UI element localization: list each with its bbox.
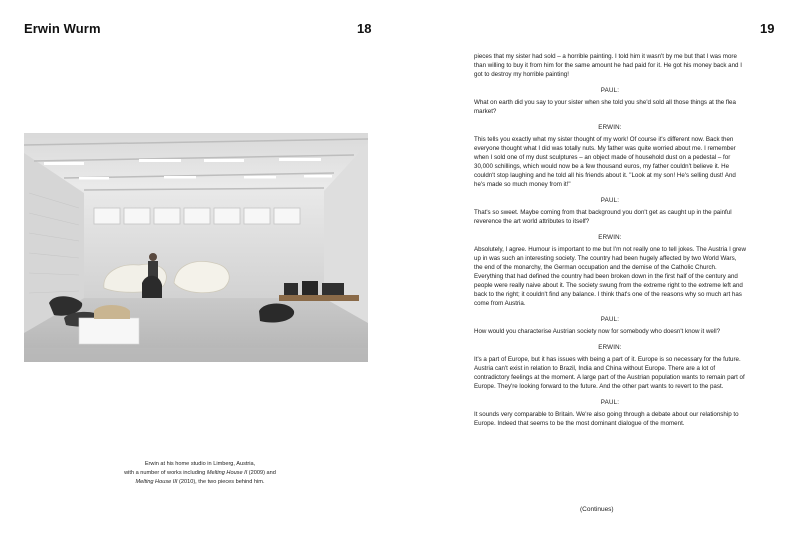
interview-paragraph: It's a part of Europe, but it has issues with being a part of it. Europe is so necessary for the future. Austria can't exist in relation to Brazil, India and China without Europe. There are a lot of contradictory feelings at the moment. A large part of the Austrian population wants to remain part of Europe. They're looking forward to the future. And the other part wants to revert to the past.	[474, 356, 745, 390]
speaker-label: PAUL:	[600, 399, 620, 406]
interview-paragraph: Absolutely, I agree. Humour is important to me but I'm not really one to tell jokes. The Austria I grew up in was such an interesting society. The country had been hugely affected by two World Wars, the end of the monarchy, the German occupation and the demise of the Catholic Church. Everything that had defined the country had been broken down in the first half of the century and people were really naive about it. The society swung from the extreme right to the extreme left and back to the right; it couldn't find any balance. I think that's one of the reasons why so much art has come from Austria.	[474, 246, 746, 307]
interview-paragraph: That's so sweet. Maybe coming from that background you don't get as caught up in the painful reverence the art world attributes to itself?	[474, 209, 732, 225]
continues-note: (Continues)	[580, 506, 614, 513]
photo-caption	[60, 460, 340, 487]
caption-line-2-pre: with a number of works including	[124, 470, 207, 476]
interview-text-column	[474, 52, 746, 428]
right-page	[400, 0, 800, 542]
speaker-label: ERWIN:	[598, 344, 622, 351]
caption-line-3-post: (2010), the two pieces behind him.	[177, 479, 265, 485]
caption-work-title-1: Melting House II	[206, 470, 248, 476]
running-title: Erwin Wurm	[24, 21, 101, 36]
interview-paragraph: How would you characterise Austrian society now for somebody who doesn't know it well?	[474, 328, 721, 335]
interview-paragraph: What on earth did you say to your sister when she told you she'd sold all those things at the flea market?	[474, 99, 736, 115]
caption-work-title-2: Melting House III	[135, 479, 178, 485]
speaker-label: ERWIN:	[598, 124, 622, 131]
caption-line-1: Erwin at his home studio in Limberg, Austria,	[144, 461, 256, 467]
caption-line-2-post: (2009) and	[247, 470, 276, 476]
interview-paragraph: This tells you exactly what my sister thought of my work! Of course it's different now. Back then everyone thought what I did was totally nuts. My father was quite worried about me. I remember when I sold one of my dust sculptures – an object made of household dust on a pedestal – for 30,000 schillings, which would now be a few thousand euros, my father couldn't believe it. He couldn't stop laughing and he told all his friends about it. "Look at my son! He's selling dust! And he's made so much money from it!"	[474, 136, 736, 188]
speaker-label: ERWIN:	[598, 234, 622, 241]
speaker-label: PAUL:	[600, 316, 620, 323]
interview-paragraph: pieces that my sister had sold – a horrible painting. I told him it wasn't by me but that I was more than willing to buy it from him for the same amount he had paid for it. He got his money back and I got to destroy my horrible painting!	[474, 53, 742, 78]
speaker-label: PAUL:	[600, 197, 620, 204]
page-number-right: 19	[760, 21, 775, 36]
page-number-left: 18	[357, 21, 372, 36]
interview-paragraph: It sounds very comparable to Britain. We're also going through a debate about our relationship to Europe. Indeed that seems to be the most dominant dialogue of the moment.	[474, 411, 739, 427]
studio-photo-illustration	[24, 133, 368, 362]
studio-photo	[24, 133, 368, 362]
speaker-label: PAUL:	[600, 87, 620, 94]
